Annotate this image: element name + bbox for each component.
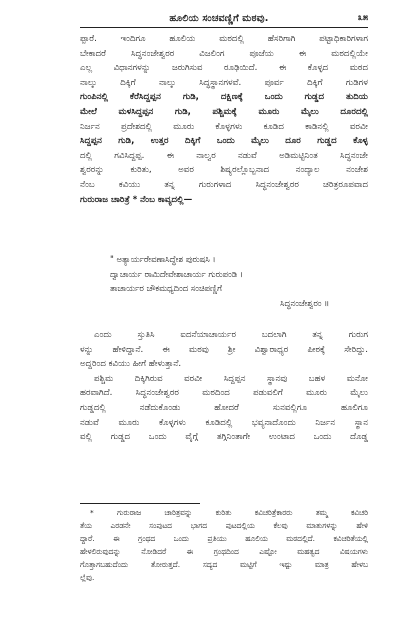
text-line: ನಾಲ್ಕು ದಿಕ್ಕಿಗೆ ನಾಲ್ಕು ಸಿದ್ಧಸ್ಥಾನಗಳವೆ. ಪೂರ್ವ ದಿಕ್ಕಿಗೆ ಗುಡಿಗಳ xyxy=(80,77,368,88)
verse-line: ದ್ವಾಚಾರ್ಯ ರಾಮಿದೇವೇಶಾಚಾರ್ಯ ಗುರುಪಂಡಿ । xyxy=(110,268,243,279)
footnote-line: ಗೊತ್ತಾಗಬಹುದೆಂದು ತೋರುತ್ತದೆ. ಸದ್ಯದ ಮಟ್ಟಿಗೆ ಇಷ್ಟು ಮಾತ್ರ ಹೇಳಬ xyxy=(80,560,368,569)
text-line: ಅದ್ದರಿಂದ ಕವಿಯು ಹೀಗೆ ಹೇಳುತ್ತಾನೆ. xyxy=(80,359,182,370)
footnote-rule xyxy=(80,503,200,504)
verse-line: ಸಿದ್ಧನಂಜೇಶ್ವರಂ ॥ xyxy=(280,297,330,308)
main-paragraph xyxy=(80,32,368,207)
header-rule xyxy=(80,27,368,28)
text-line: ಎಲ್ಲ ವಿಧಾನಗಳನ್ನು ಜರುಗಿಸುವ ರೂಢಿಯಿದೆ. ಈ ಕೊಳ್ಳದ ಮಠದ xyxy=(80,63,368,74)
verse-line: ತಾಚಾರ್ಯರ ಚೌಕಮಧ್ಯದಿಂದ ಸಂಚಿಪಣ್ಣಿಗೆ xyxy=(110,283,222,293)
page-number: ೩೫ xyxy=(357,13,368,23)
page-header xyxy=(80,10,368,26)
footnote-line: ತೆಯ ಎರಡನೇ ಸಂಪುಟದ ಭಾಗದ ಪುಟದಲ್ಲಿಯ ಕೆಲವು ಮಾತುಗಳನ್ನು ಹೇಳಿ xyxy=(80,521,368,530)
verse-line: " ಅತ್ಯಾರ್ಯರೇವಣಾಸಿದ್ಧೇಶ ಪುರುಷಸಿ । xyxy=(110,254,216,264)
second-paragraph xyxy=(80,328,368,445)
footnote-line: * ಗುರುರಾಜ ಚಾರಿತ್ರವನ್ನು ಕುರಿತು ಕವಿಚರಿತ್ರೆಕಾರರು ತಮ್ಮ ಕವಿಚರಿ xyxy=(90,508,368,517)
footnote-line: ಲ್ಲೆವು. xyxy=(80,573,95,582)
text-line: ನಿರ್ಜನ ಪ್ರದೇಶದಲ್ಲಿ ಮೂರು ಕೊಳ್ಳಗಳು ಕೂಡಿದ ಕಾಡಿನಲ್ಲಿ ವರವೀ xyxy=(80,121,368,132)
text-line: ಹರವಾಗಿದೆ. ಸಿದ್ಧನಂಜೇಶ್ವರರ ಮಠದಿಂದ ಪಡುವಲಿಗೆ ಮೂರು ಮೈಲು xyxy=(80,388,368,399)
text-line: ವಲ್ಲಿ ಗುಡ್ಡದ ಒಂದು ವೈಗ್ಗೆ ತಗ್ಗಿನಿಂತಾಗೇ ಉಂಟಾದ ಒಂದು ದೊಡ್ಡ xyxy=(80,432,368,443)
text-line: ಗುರುರಾಜ ಚಾರಿತ್ರೆ * ನೆಂಬ ಕಾವ್ಯದಲ್ಲಿ— xyxy=(80,194,193,205)
text-line: ಳನ್ನು ಹೇಳಿದ್ದಾನೆ. ಈ ಮಠವು ಶ್ರೀ ವಿಶ್ವಾರಾಧ್ಯರ ಪೀಠಕ್ಕೆ ಸೇರಿದ್ದು. xyxy=(80,344,368,355)
footnote-line: ಹೇಳಲಿರುವುದನ್ನು ನೋಡಿದರೆ ಈ ಗ್ರಂಥದಿಂದ ಎಷ್ಟೋ ಮಹತ್ವದ ವಿಷಯಗಳು xyxy=(80,547,368,556)
text-line: ಗುಂಪಿನಲ್ಲಿ ಕೆರೆಸಿದ್ದಪ್ಪನ ಗುಡಿ, ದಕ್ಷಿಣಕ್ಕೆ ಒಂದು ಗುಡ್ಡದ ತುದಿಯ xyxy=(80,92,368,103)
running-title: ಹೂಲಿಯ ಸಂಚವಣ್ಣಿಗೆ ಮಠವು. xyxy=(169,12,269,24)
text-line: ಶ್ವರರನ್ನು ಕುರಿತು, ಅವರ ಶಿಷ್ಯರಲ್ಲೊಬ್ಬನಾದ ನಂದ್ಯಾಲ ನಂಜೇಶ xyxy=(80,165,368,176)
text-line: ದಲ್ಲಿ ಗವಿಸಿದ್ದಪ್ಪ. ಈ ನಾಲ್ವರ ನಡುವೆ ಅಡಿಮಟ್ಟಿನಿಂತ ಸಿದ್ಧನಂಜೇ xyxy=(80,150,368,161)
quoted-verse xyxy=(110,252,368,310)
text-line: ಸಿದ್ದಪ್ಪನ ಗುಡಿ, ಉತ್ತರ ದಿಕ್ಕಿಗೆ ಒಂದು ಮೈಲು ದೂರ ಗುಡ್ಡದ ಕೊಳ್ಳ xyxy=(80,136,368,147)
text-line: ಗುಡ್ಡದಲ್ಲಿ ನಡೆದುಕೊಂಡು ಹೋದರೆ ಸುನವಲ್ಲಿಗೂ ಹೂಲಿಗೂ xyxy=(80,402,368,413)
text-line: ಮೇಲೆ ಮಳಸಿದ್ದಪ್ಪನ ಗುಡಿ, ಪಶ್ಚಿಮಕ್ಕೆ ಮೂರು ಮೈಲು ದೂರದಲ್ಲಿ xyxy=(80,106,368,117)
text-line: ಎಂದು ಸ್ತುತಿಸಿ ಐದನೆಯಾಚಾರ್ಯರ ಬದಲಾಗಿ ತನ್ನ ಗುರುಗ xyxy=(94,330,368,340)
text-line: ಪಶ್ಚಿಮ ದಿಕ್ಕಿಗಿರುವ ವರವೀ ಸಿದ್ದಪ್ಪನ ಸ್ಥಾನವು ಬಹಳ ಮನೋ xyxy=(94,373,368,384)
footnote-line: ದ್ದಾರೆ. ಈ ಗ್ರಂಥದ ಒಂದು ಪ್ರತಿಯು ಹೂಲಿಯ ಮಠದಲ್ಲಿದೆ. ಕವಿಚರಿತೆಯಲ್ಲಿ xyxy=(80,534,368,543)
text-line: ಬೇಕಾದರೆ ಸಿದ್ಧನಂಜೇಶ್ವರರ ವಿಜಲಿಂಗ ಪೂಜೆಯ ಈ ಮಠದಲ್ಲಿಯೇ xyxy=(80,48,368,59)
text-line: ನಡುವೆ ಮೂರು ಕೊಳ್ಳಗಳು ಕೂಡಿದಲ್ಲಿ ಭವ್ಯನಾದೊಂದು ನಿರ್ಜನ ಸ್ಥಾನ xyxy=(80,417,368,428)
text-line: ನೆಂಬ ಕವಿಯು ತನ್ನ ಗುರುಗಳಾದ ಸಿದ್ಧನಂಜೇಶ್ವರರ ಚರಿತ್ರರೂಪವಾದ xyxy=(80,179,368,190)
footnote xyxy=(80,506,368,584)
text-line: ಪ್ಪಾರೆ. ಇಂದಿಗೂ ಹೂಲಿಯ ಮಠದಲ್ಲಿ ಹೆಸರಿಗಾಗಿ ಪಟ್ಟಾಧಿಕಾರಿಗಳಾಗ xyxy=(80,34,368,44)
